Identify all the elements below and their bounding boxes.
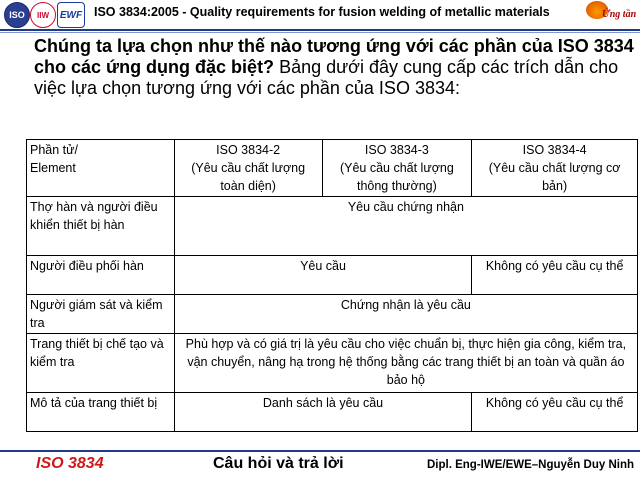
row-value: Yêu cầu [174, 256, 472, 295]
row-label: Trang thiết bị chế tạo và kiểm tra [27, 334, 175, 393]
header-element [27, 140, 175, 197]
table-header-row [27, 140, 638, 197]
iso-logo [4, 2, 30, 28]
table-row [27, 295, 638, 334]
row-value: Không có yêu cầu cụ thể [472, 393, 638, 432]
row-value: Danh sách là yêu cầu [174, 393, 472, 432]
header-iso-3834-2 [174, 140, 322, 197]
header-title: ISO 3834:2005 - Quality requirements for fusion welding of metallic materials [94, 5, 550, 19]
ewf-logo-text: EWF [59, 9, 83, 21]
footer-rule [0, 450, 640, 452]
row-label: Thợ hàn và người điều khiển thiết bị hàn [27, 197, 175, 256]
footer-author: Dipl. Eng-IWE/EWE–Nguyễn Duy Ninh [427, 459, 634, 471]
row-value: Yêu cầu chứng nhận [174, 197, 637, 256]
intro-paragraph [34, 36, 634, 99]
header-rule [0, 29, 640, 31]
row-value: Không có yêu cầu cụ thể [472, 256, 638, 295]
table-row [27, 256, 638, 295]
header-element-text: Phần tử/ Element [30, 143, 78, 175]
intro-question: Chúng ta lựa chọn như thế nào tương ứng với các phần của ISO 3834 cho các ứng dụng đặc biệt? [34, 36, 634, 77]
header-iso-3834-4 [472, 140, 638, 197]
row-label: Người điều phối hàn [27, 256, 175, 295]
header-iso-3834-3-text: ISO 3834-3 (Yêu cầu chất lượng thông thường) [339, 143, 454, 193]
selection-table [26, 139, 638, 432]
row-value: Chứng nhận là yêu cầu [174, 295, 637, 334]
table-row [27, 334, 638, 393]
row-value: Phù hợp và có giá trị là yêu cầu cho việc chuẩn bị, thực hiện gia công, kiểm tra, vận chuyển, nâng hạ trong hệ thống bằng các trang thiết bị an toàn và quần áo bảo hộ [174, 334, 637, 393]
header-iso-3834-2-text: ISO 3834-2 (Yêu cầu chất lượng toàn diện) [191, 143, 306, 193]
row-label: Mô tả của trang thiết bị [27, 393, 175, 432]
iiw-logo [30, 2, 56, 28]
brand-logo [580, 0, 637, 28]
header-iso-3834-4-text: ISO 3834-4 (Yêu cầu chất lượng cơ bản) [488, 143, 621, 193]
header-iso-3834-3 [322, 140, 472, 197]
table-row [27, 197, 638, 256]
ewf-logo [57, 2, 85, 28]
footer-standard: ISO 3834 [36, 455, 104, 472]
table-row [27, 393, 638, 432]
iiw-logo-text: IIW [37, 10, 49, 20]
brand-logo-text: Ứng tần [602, 9, 637, 20]
intro-description: Bảng dưới đây cung cấp các trích dẫn cho việc lựa chọn tương ứng với các phần của ISO 3834: [34, 57, 619, 98]
iso-logo-text: ISO [9, 10, 25, 20]
row-label: Người giám sát và kiểm tra [27, 295, 175, 334]
footer-section-title: Câu hỏi và trả lời [213, 455, 344, 472]
header-rule-thin [0, 32, 640, 33]
